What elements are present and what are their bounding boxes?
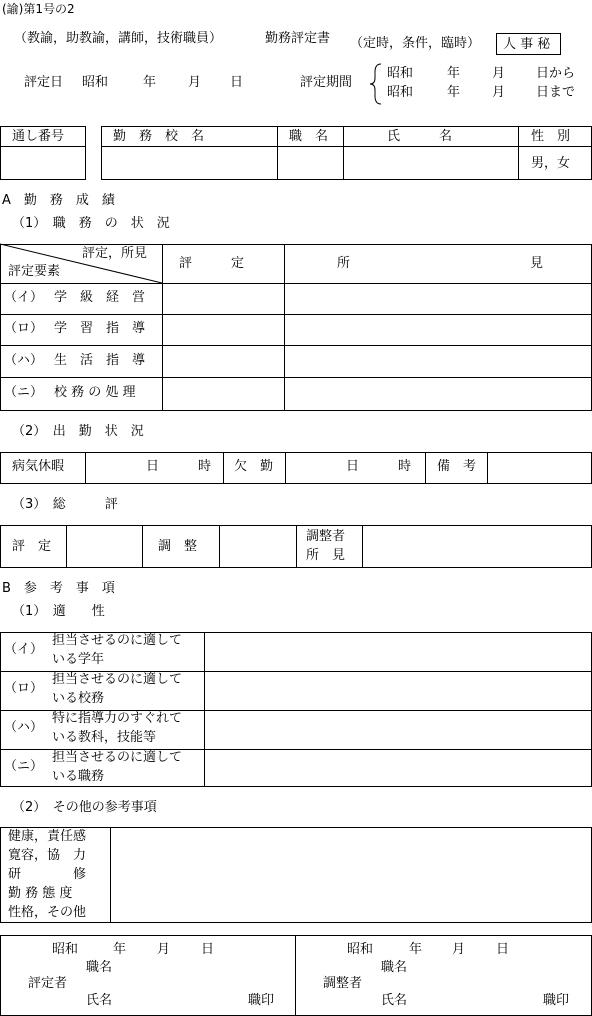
- date-era: 昭和: [82, 75, 109, 90]
- document-title: 勤務評定書: [265, 31, 331, 46]
- overall-heading: （3） 総 評: [12, 497, 118, 512]
- aptitude-label-line2: いる学年: [52, 652, 105, 667]
- attendance-table: [0, 452, 592, 484]
- aptitude-label-line2: いる教科，技能等: [52, 730, 157, 745]
- adjustment-label: 調 整: [158, 539, 198, 554]
- date-label: 評定日: [24, 75, 64, 90]
- aptitude-mark: （イ）: [4, 642, 44, 657]
- evaluator-date-era: 昭和: [52, 942, 79, 957]
- corner-bottom-label: 評定要素: [8, 264, 61, 279]
- sick-leave-label: 病気休暇: [12, 459, 65, 474]
- aptitude-mark: （ハ）: [4, 720, 44, 735]
- attendance-heading: （2） 出 勤 状 況: [12, 424, 144, 439]
- evaluator-name-label: 氏名: [86, 993, 113, 1008]
- period-to-era: 昭和: [387, 85, 414, 100]
- confidential-label: 人 事 秘: [503, 37, 551, 52]
- evaluator-date-day: 日: [201, 942, 215, 957]
- duty-row-label: 学 習 指 導: [54, 321, 146, 336]
- aptitude-label-line2: いる職務: [52, 769, 105, 784]
- position-label: 職 名: [289, 129, 329, 144]
- aptitude-label-line1: 担当させるのに適して: [52, 633, 183, 648]
- evaluator-position-label: 職名: [86, 960, 113, 975]
- adjuster-opinion-label-1: 調整者: [306, 529, 346, 544]
- sick-leave-days-hours: 日 時: [146, 459, 212, 474]
- period-from-suffix: 日から: [536, 66, 576, 81]
- section-a-title: A 勤 務 成 績: [2, 193, 115, 208]
- duty-status-heading: （1） 職 務 の 状 況: [12, 216, 170, 231]
- duty-row-mark: （ニ）: [4, 385, 44, 400]
- rating-col-header: 評 定: [179, 256, 245, 271]
- section-b-title: B 参 考 事 項: [2, 581, 115, 596]
- aptitude-mark: （ニ）: [4, 759, 44, 774]
- duty-row-mark: （ハ）: [4, 353, 44, 368]
- duty-row-mark: （イ）: [4, 290, 44, 305]
- date-year: 年: [143, 75, 157, 90]
- overall-rating-label: 評 定: [12, 539, 52, 554]
- adjuster-date-year: 年: [409, 942, 423, 957]
- adjuster-role-label: 調整者: [323, 976, 363, 991]
- adjuster-date-month: 月: [452, 942, 466, 957]
- period-from-month: 月: [492, 66, 506, 81]
- duty-row-label: 生 活 指 導: [54, 353, 146, 368]
- other-notes-label: 健康，責任感: [8, 829, 87, 844]
- period-from-year: 年: [447, 66, 461, 81]
- period-to-suffix: 日まで: [536, 85, 576, 100]
- adjuster-position-label: 職名: [381, 960, 408, 975]
- other-notes-label: 勤 務 態 度: [8, 886, 73, 901]
- date-day: 日: [230, 75, 244, 90]
- sex-label: 性 別: [531, 129, 571, 144]
- adjuster-date-day: 日: [496, 942, 510, 957]
- period-to-month: 月: [492, 85, 506, 100]
- aptitude-label-line1: 特に指導力のすぐれて: [52, 711, 183, 726]
- duty-row-label: 校 務 の 処 理: [54, 385, 136, 400]
- adjuster-seal-label: 職印: [543, 993, 570, 1008]
- name-label: 氏 名: [387, 129, 453, 144]
- corner-top-label: 評定，所見: [82, 246, 148, 261]
- aptitude-mark: （ロ）: [4, 681, 44, 696]
- adjuster-opinion-label-2: 所 見: [306, 548, 346, 563]
- period-to-year: 年: [447, 85, 461, 100]
- period-from-era: 昭和: [387, 66, 414, 81]
- serial-number-label: 通し番号: [12, 129, 65, 144]
- other-notes-label: 寛容，協 力: [8, 848, 87, 863]
- period-label: 評定期間: [300, 75, 353, 90]
- notes-label: 備 考: [437, 459, 477, 474]
- adjuster-date-era: 昭和: [347, 942, 374, 957]
- aptitude-label-line2: いる校務: [52, 691, 105, 706]
- other-notes-label: 性格，その他: [8, 905, 87, 920]
- absence-days-hours: 日 時: [346, 459, 412, 474]
- absence-label: 欠 勤: [234, 459, 274, 474]
- form-number: (諭)第1号の2: [2, 2, 75, 16]
- school-label: 勤 務 校 名: [113, 129, 205, 144]
- date-month: 月: [188, 75, 202, 90]
- evaluator-role-label: 評定者: [28, 976, 68, 991]
- remarks-col-header-1: 所: [337, 256, 351, 271]
- evaluator-date-month: 月: [157, 942, 171, 957]
- aptitude-label-line1: 担当させるのに適して: [52, 672, 183, 687]
- other-notes-label: 研 修: [8, 867, 87, 882]
- other-notes-table: [0, 827, 592, 923]
- sex-value: 男，女: [531, 156, 571, 171]
- aptitude-heading: （1） 適 性: [12, 604, 105, 619]
- evaluator-seal-label: 職印: [248, 993, 275, 1008]
- staff-types: （教諭，助教諭，講師，技術職員）: [14, 31, 223, 46]
- remarks-col-header-2: 見: [530, 256, 544, 271]
- evaluator-date-year: 年: [113, 942, 127, 957]
- aptitude-label-line1: 担当させるのに適して: [52, 750, 183, 765]
- duty-row-mark: （ロ）: [4, 321, 44, 336]
- other-notes-heading: （2） その他の参考事項: [12, 800, 157, 815]
- adjuster-name-label: 氏名: [381, 993, 408, 1008]
- duty-row-label: 学 級 経 営: [54, 290, 146, 305]
- evaluation-conditions: （定時，条件，臨時）: [350, 36, 481, 51]
